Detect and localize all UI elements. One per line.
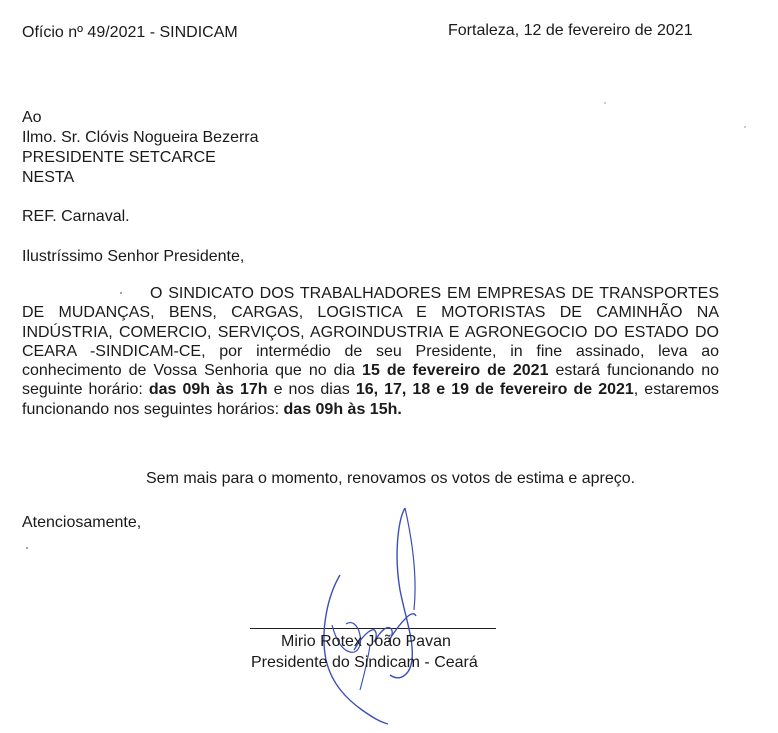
handwritten-signature bbox=[310, 500, 440, 725]
recipient-line-2: Ilmo. Sr. Clóvis Nogueira Bezerra bbox=[22, 129, 259, 146]
stray-mark bbox=[744, 126, 746, 128]
document-reference: Ofício nº 49/2021 - SINDICAM bbox=[22, 24, 238, 41]
stray-mark bbox=[120, 292, 122, 294]
body-text-2: estará funcionando no seguinte horário: bbox=[22, 362, 719, 399]
signoff: Atenciosamente, bbox=[22, 514, 142, 531]
body-bold-date: 15 de fevereiro de 2021 bbox=[362, 362, 549, 380]
stray-mark bbox=[604, 102, 606, 104]
body-bold-days: 16, 17, 18 e 19 de fevereiro de 2021 bbox=[355, 381, 634, 399]
signatory-title: Presidente do Sindicam - Ceará bbox=[251, 654, 478, 671]
stray-mark bbox=[26, 547, 28, 549]
recipient-line-4: NESTA bbox=[22, 169, 75, 186]
body-text-4: , estaremos funcionando nos seguintes horários: bbox=[22, 381, 719, 418]
place-and-date: Fortaleza, 12 de fevereiro de 2021 bbox=[448, 22, 693, 39]
body-paragraph bbox=[22, 284, 719, 419]
closing-remark: Sem mais para o momento, renovamos os votos de estima e apreço. bbox=[146, 470, 636, 487]
body-bold-hours-2: das 09h às 15h. bbox=[283, 400, 402, 418]
signatory-name: Mirio Rotex João Pavan bbox=[281, 633, 451, 650]
recipient-line-1: Ao bbox=[22, 109, 42, 126]
body-bold-hours-1: das 09h às 17h bbox=[148, 381, 268, 399]
subject-line: REF. Carnaval. bbox=[22, 208, 130, 225]
recipient-line-3: PRESIDENTE SETCARCE bbox=[22, 149, 216, 166]
body-text-1: O SINDICATO DOS TRABALHADORES EM EMPRESAS DE TRANSPORTES DE MUDANÇAS, BENS, CARGAS, LOGISTICA E MOTORISTAS DE CAMINHÃO NA INDÚSTRIA, COMERCIO, SERVIÇOS, AGROINDUSTRIA E AGRONEGOCIO DO ESTADO DO CEARA -SINDICAM-CE, por intermédio de seu Presidente, in fine assinado, leva ao conhecimento de Vossa Senhoria que no dia bbox=[22, 285, 719, 380]
salutation: Ilustríssimo Senhor Presidente, bbox=[22, 248, 245, 265]
body-text-3: e nos dias bbox=[267, 381, 356, 399]
